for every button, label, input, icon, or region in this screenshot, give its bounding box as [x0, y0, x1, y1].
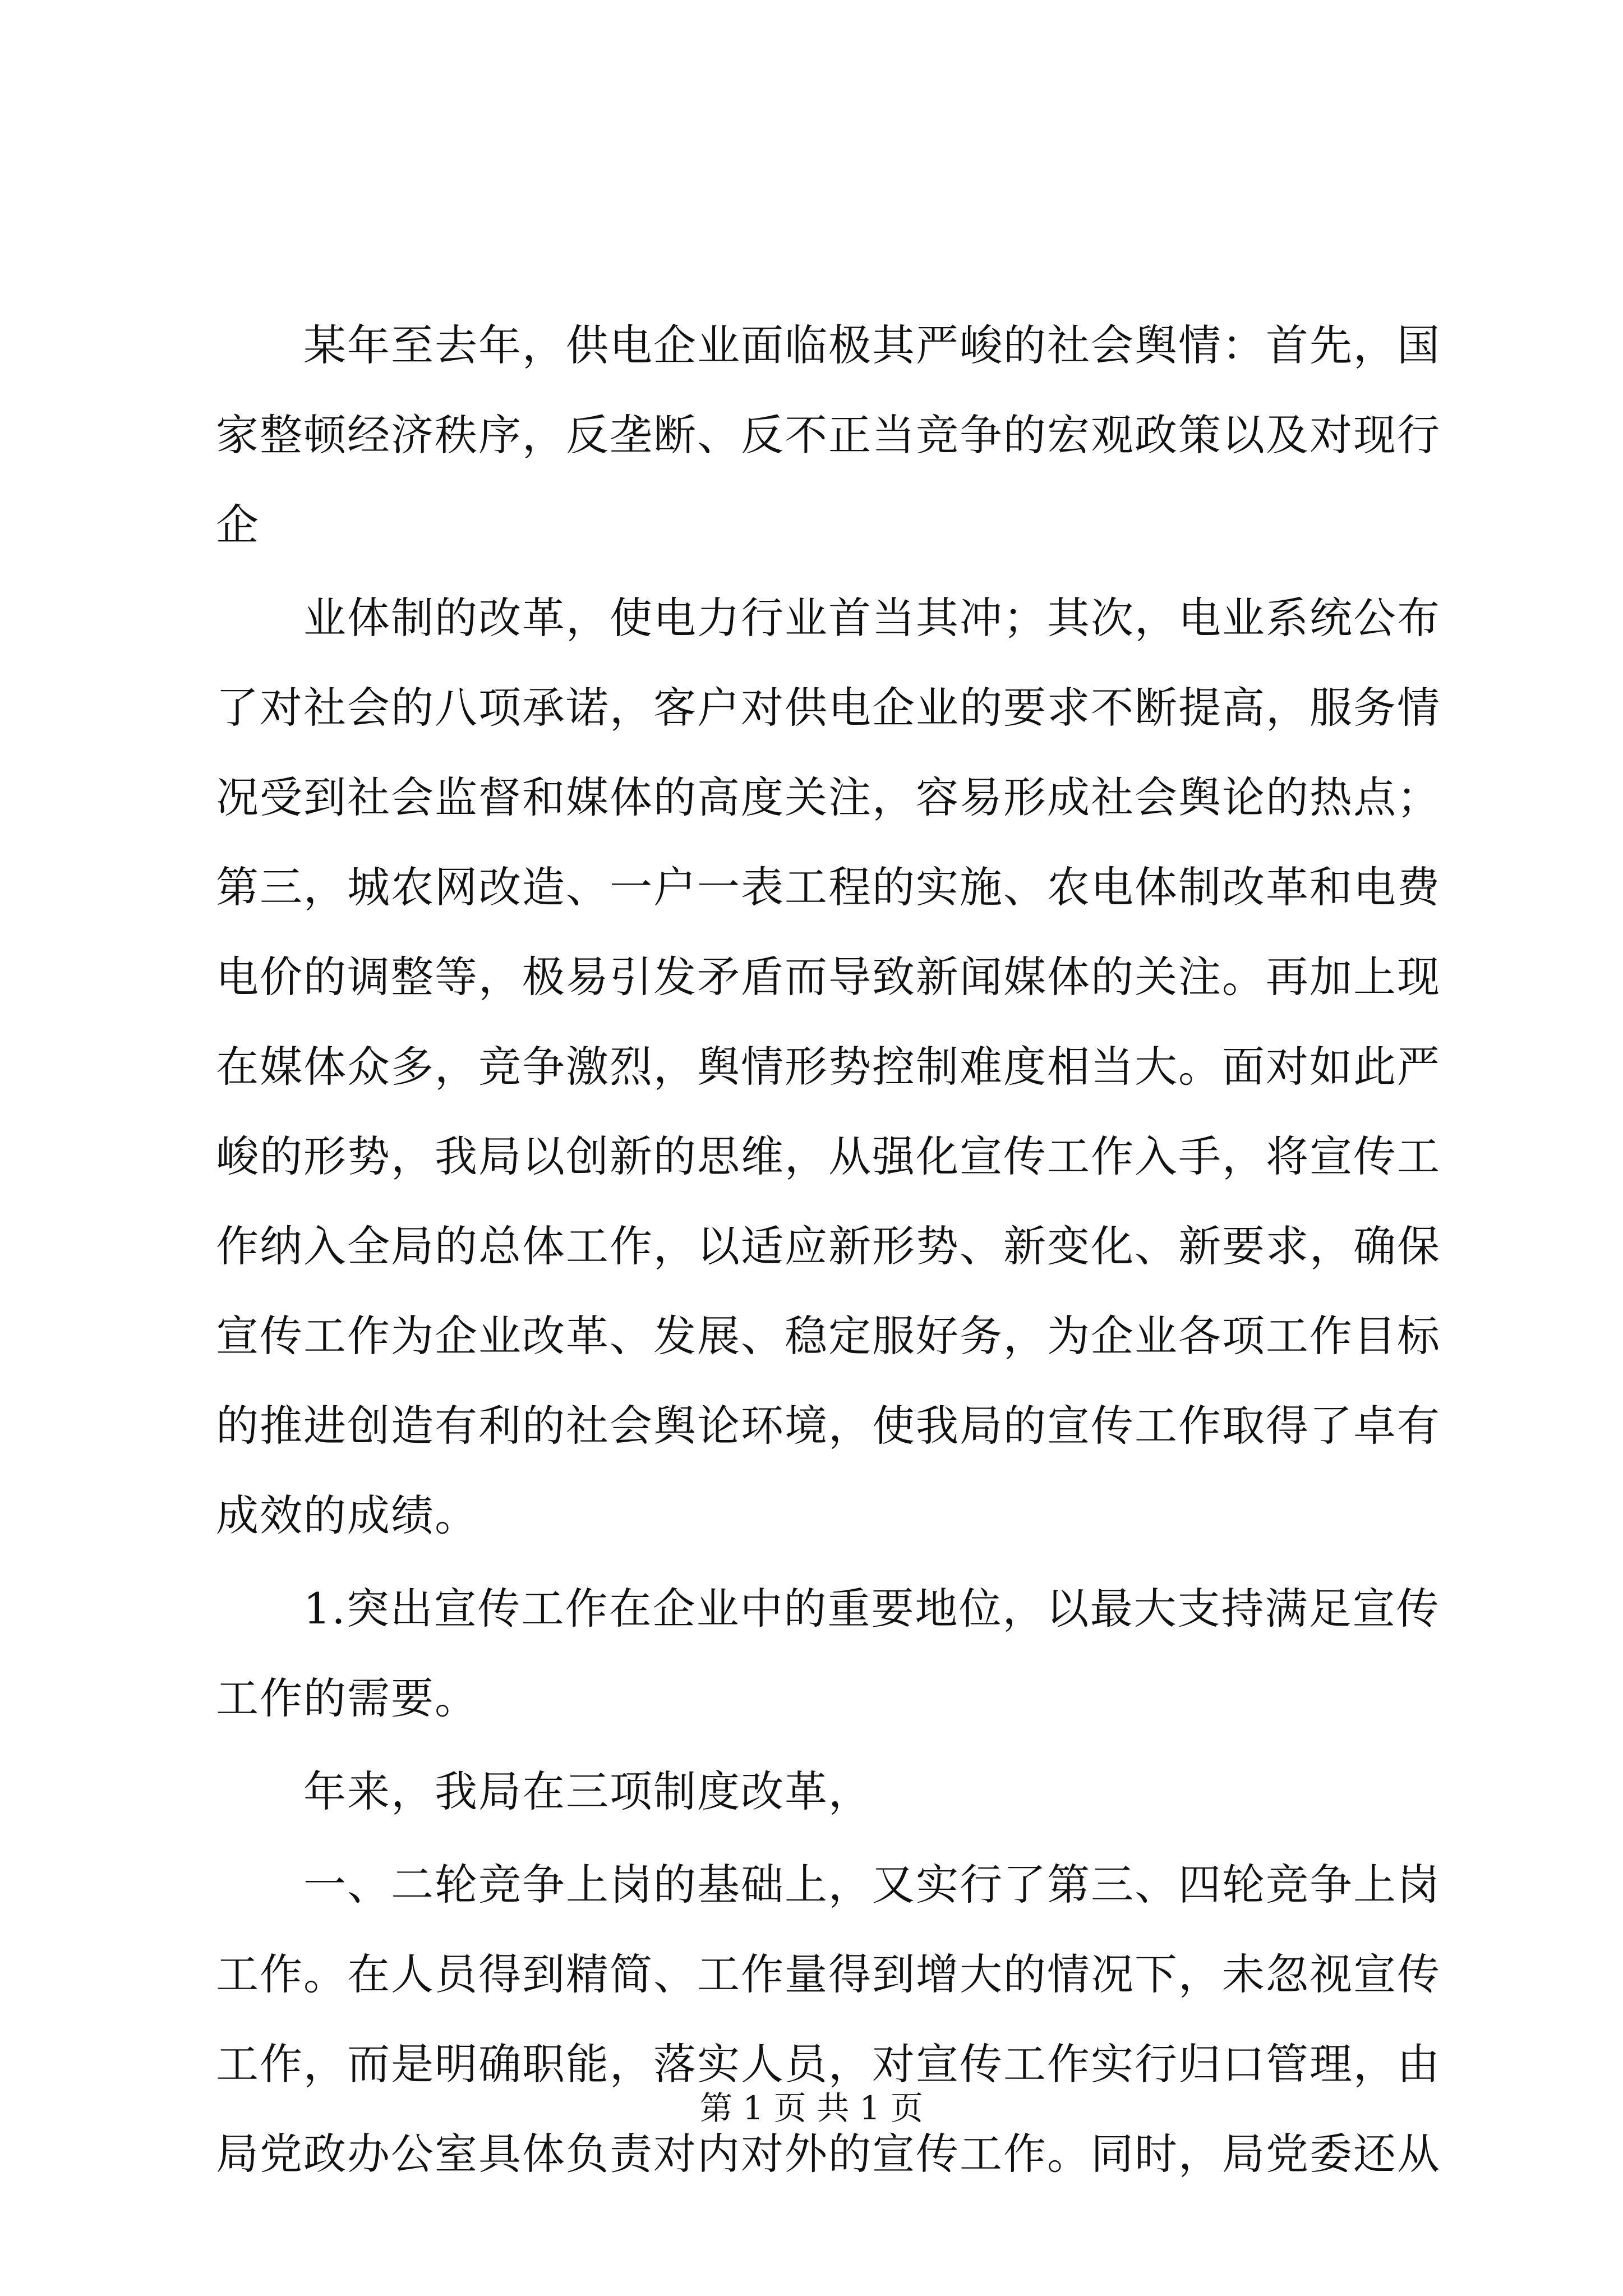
text-line-20: 工作，而是明确职能，落实人员，对宣传工作实行归口管理，由: [216, 2039, 1441, 2089]
text-line-7: 第三，城农网改造、一户一表工程的实施、农电体制改革和电费: [216, 862, 1441, 912]
text-line-5: 了对社会的八项承诺，客户对供电企业的要求不断提高，服务情: [216, 683, 1441, 733]
text-line-8: 电价的调整等，极易引发矛盾而导致新闻媒体的关注。再加上现: [216, 952, 1441, 1002]
page-footer: 第 1 页 共 1 页: [700, 2089, 923, 2127]
text-line-21: 局党政办公室具体负责对内对外的宣传工作。同时，局党委还从: [216, 2129, 1441, 2179]
text-line-12: 宣传工作为企业改革、发展、稳定服好务，为企业各项工作目标: [216, 1311, 1441, 1361]
text-line-11: 作纳入全局的总体工作，以适应新形势、新变化、新要求，确保: [216, 1221, 1441, 1271]
text-line-6: 况受到社会监督和媒体的高度关注，容易形成社会舆论的热点；: [216, 772, 1441, 822]
text-line-13: 的推进创造有利的社会舆论环境，使我局的宣传工作取得了卓有: [216, 1401, 1441, 1451]
text-line-19: 工作。在人员得到精简、工作量得到增大的情况下，未忽视宣传: [216, 1949, 1441, 1999]
text-line-17: 年来，我局在三项制度改革，: [216, 1766, 872, 1816]
text-line-18: 一、二轮竞争上岗的基础上，又实行了第三、四轮竞争上岗: [216, 1860, 1441, 1910]
text-line-1: 某年至去年，供电企业面临极其严峻的社会舆情：首先，国: [216, 320, 1441, 370]
text-line-3: 企: [216, 500, 260, 550]
text-line-9: 在媒体众多，竞争激烈，舆情形势控制难度相当大。面对如此严: [216, 1042, 1441, 1092]
text-line-4: 业体制的改革，使电力行业首当其冲；其次，电业系统公布: [216, 593, 1441, 643]
text-line-2: 家整顿经济秩序，反垄断、反不正当竞争的宏观政策以及对现行: [216, 410, 1441, 460]
text-line-14: 成效的成绩。: [216, 1490, 478, 1540]
text-line-16: 工作的需要。: [216, 1673, 478, 1723]
text-line-10: 峻的形势，我局以创新的思维，从强化宣传工作入手，将宣传工: [216, 1131, 1441, 1181]
text-line-15: 1.突出宣传工作在企业中的重要地位，以最大支持满足宣传: [216, 1584, 1440, 1634]
